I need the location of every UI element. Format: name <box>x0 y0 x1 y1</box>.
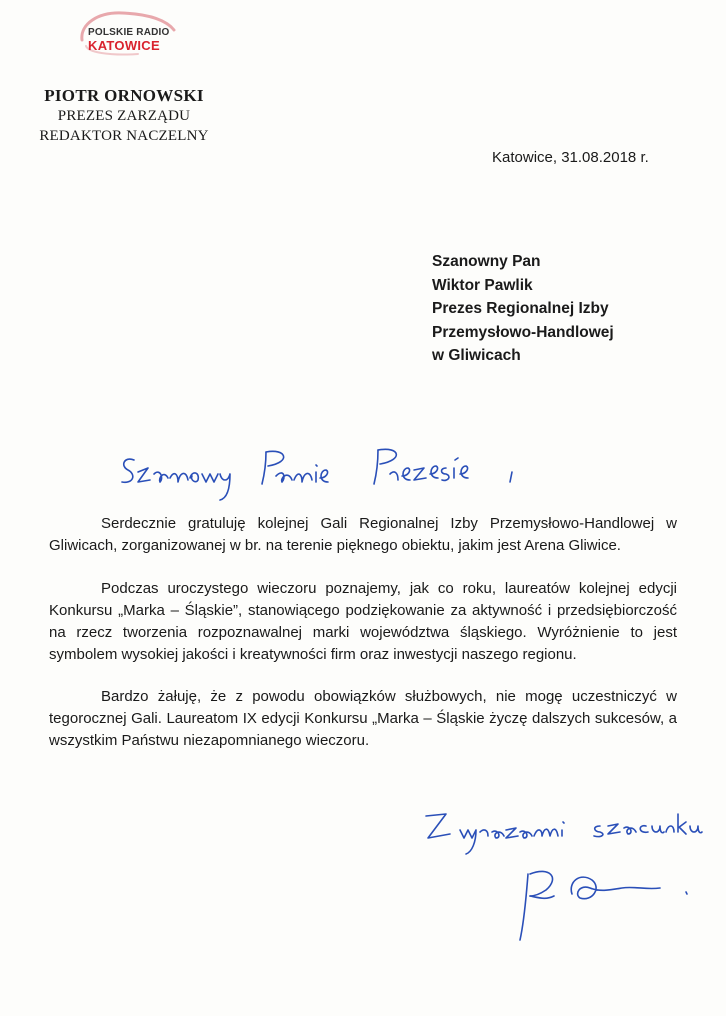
body-paragraph-2 <box>49 578 677 666</box>
handwritten-signature <box>510 860 700 950</box>
recipient-line-3: Prezes Regionalnej Izby <box>432 300 609 317</box>
polskie-radio-katowice-logo <box>78 10 188 58</box>
body-paragraph-1-text: Serdecznie gratuluję kolejnej Gali Regionalnej Izby Przemysłowo-Handlowej w Gliwicach, zorganizowanej w br. na terenie pięknego obiektu, jakim jest Arena Gliwice. <box>49 515 677 554</box>
body-paragraph-3-text: Bardzo żałuję, że z powodu obowiązków służbowych, nie mogę uczestniczyć w tegorocznej Gali. Laureatom IX edycji Konkursu „Marka – Śląskie życzę dalszych sukcesów, a wszystkim Państwu niezapomnianego wieczoru. <box>49 688 677 749</box>
sender-name: PIOTR ORNOWSKI <box>44 86 204 105</box>
recipient-line-5: w Gliwicach <box>432 347 521 364</box>
sender-title-2: REDAKTOR NACZELNY <box>39 128 209 144</box>
letter-date: Katowice, 31.08.2018 r. <box>492 149 649 166</box>
body-paragraph-2-text: Podczas uroczystego wieczoru poznajemy, jak co roku, laureatów kolejnej edycji Konkursu „Marka – Śląskie”, stanowiącego podziękowanie za aktywność i przedsiębiorczość na rzecz tworzenia rozpoznawalnej marki województwa śląskiego. Wyróżnienie to jest symbolem wysokiej jakości i kreatywności firm oraz inwestycji naszego regionu. <box>49 580 677 663</box>
body-paragraph-1 <box>49 513 677 557</box>
sender-title-1: PREZES ZARZĄDU <box>57 108 191 124</box>
sender-block <box>20 86 228 146</box>
recipient-line-1: Szanowny Pan <box>432 253 541 270</box>
logo-line-1: POLSKIE RADIO <box>88 27 170 38</box>
recipient-line-2: Wiktor Pawlik <box>432 276 533 294</box>
handwritten-closing <box>420 800 710 860</box>
logo-line-2: KATOWICE <box>88 38 160 53</box>
recipient-address <box>432 250 614 368</box>
recipient-line-4: Przemysłowo-Handlowej <box>432 323 614 341</box>
body-paragraph-3 <box>49 686 677 752</box>
handwritten-salutation <box>116 438 536 508</box>
